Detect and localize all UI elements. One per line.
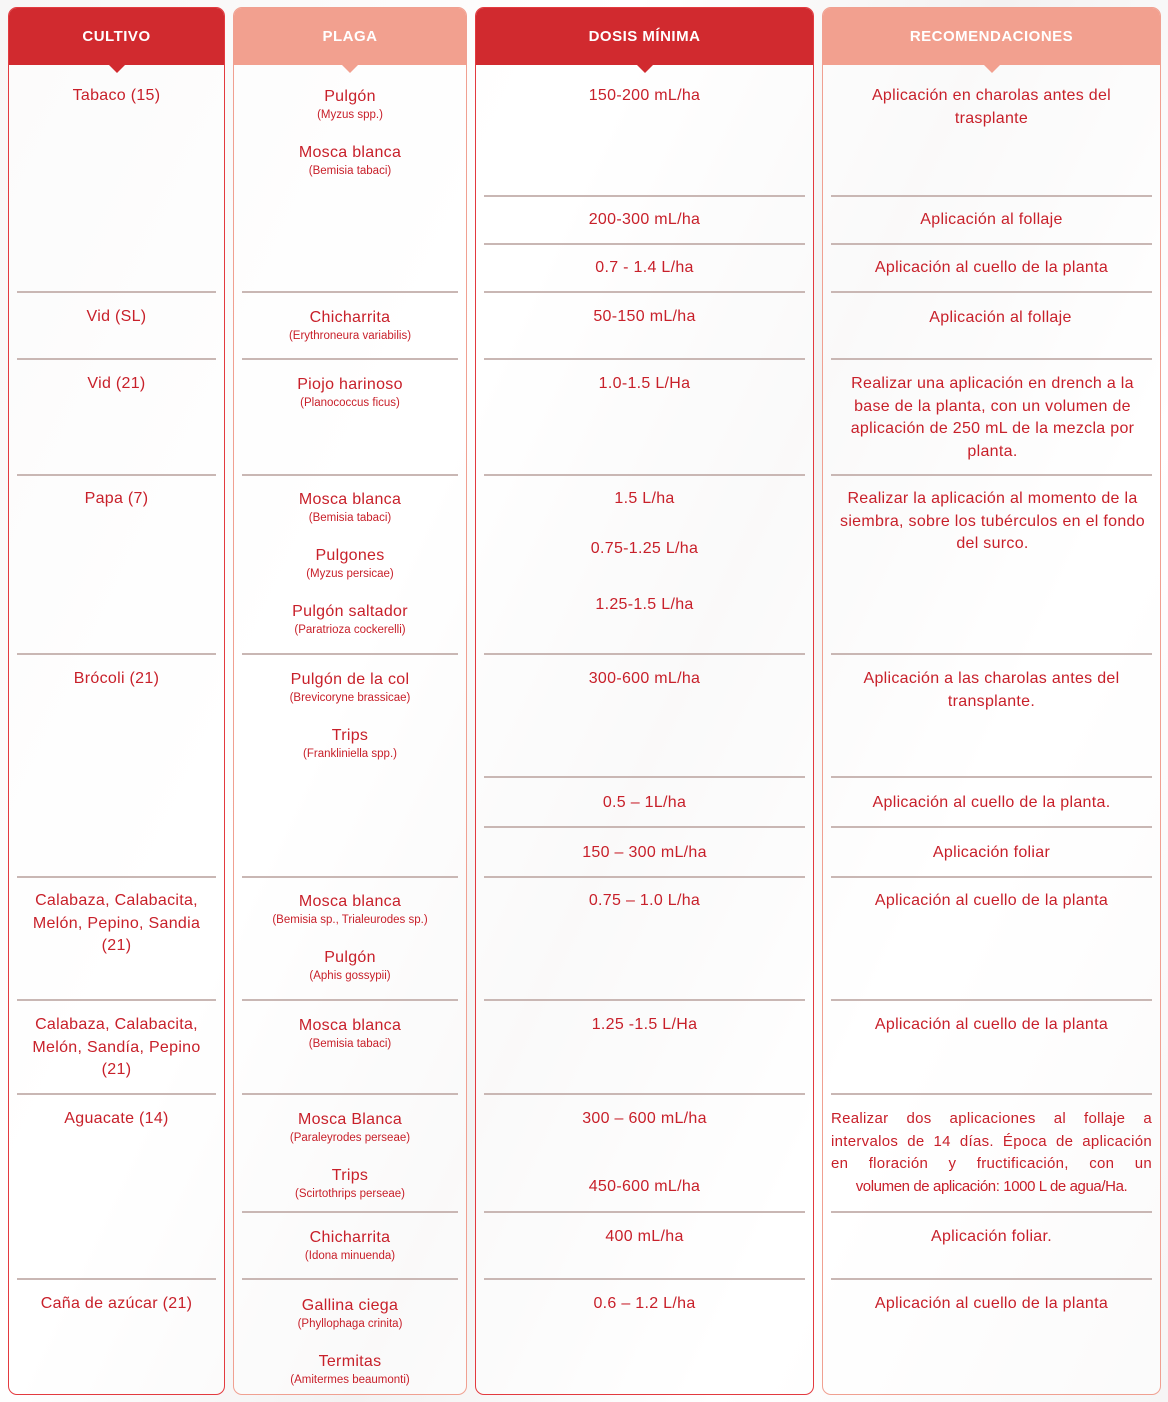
crop-cell: Vid (21) (87, 375, 146, 392)
row-divider (242, 653, 458, 655)
dose-cell: 0.75 – 1.0 L/ha (588, 892, 701, 909)
dose-cell: 1.25-1.5 L/ha (595, 596, 694, 613)
pest-name: Chicharrita (309, 309, 391, 326)
pest-entry (234, 546, 466, 582)
pest-scientific-name: (Scirtothrips perseae) (295, 1188, 405, 1200)
pest-entry (234, 1166, 466, 1202)
crop-cell: Papa (7) (84, 490, 149, 507)
dose-cell: 1.5 L/ha (614, 490, 675, 507)
pest-name: Mosca Blanca (297, 1111, 403, 1128)
pest-entry (234, 670, 466, 706)
recommendation-cell: Aplicación al cuello de la planta (874, 259, 1109, 276)
dose-cell: 50-150 mL/ha (593, 308, 696, 325)
column-plaga (233, 7, 467, 1395)
row-divider (831, 876, 1152, 878)
recommendation-cell: Aplicación a las charolas antes del transplante. (863, 670, 1120, 710)
row-divider (242, 1278, 458, 1280)
pest-name: Pulgón saltador (292, 603, 408, 620)
pest-scientific-name: (Idona minuenda) (304, 1250, 396, 1262)
row-divider (242, 876, 458, 878)
recommendation-cell: Aplicación foliar. (930, 1228, 1053, 1245)
column-recomendaciones (822, 7, 1161, 1395)
pest-name: Pulgón (324, 88, 376, 105)
recommendation-line: en floración y fructificación, con un (831, 1155, 1152, 1172)
dose-cell: 1.0-1.5 L/Ha (598, 375, 691, 392)
pest-entry (234, 948, 466, 984)
pest-name: Mosca blanca (298, 144, 402, 161)
pest-entry (234, 87, 466, 123)
dose-cell: 0.5 – 1L/ha (602, 794, 687, 811)
row-divider (242, 1093, 458, 1095)
row-divider (484, 653, 805, 655)
header-recomendaciones: RECOMENDACIONES (823, 8, 1160, 65)
column-cultivo (8, 7, 225, 1395)
row-divider (17, 358, 216, 360)
row-divider (242, 1211, 458, 1213)
header-plaga: PLAGA (234, 8, 466, 65)
pest-name: Pulgones (315, 547, 385, 564)
pest-name: Mosca blanca (298, 491, 402, 508)
recommendation-cell: Aplicación en charolas antes del trasplante (871, 87, 1112, 127)
header-notch (109, 65, 125, 73)
crop-cell: Vid (SL) (86, 308, 147, 325)
pest-scientific-name: (Phyllophaga crinita) (297, 1318, 403, 1330)
crop-cell: Calabaza, Calabacita, Melón, Sandía, Pepino (21) (32, 1016, 201, 1078)
crop-cell: Caña de azúcar (21) (40, 1295, 193, 1312)
pest-name: Pulgón (324, 949, 376, 966)
pest-name: Chicharrita (309, 1229, 391, 1246)
row-divider (484, 1093, 805, 1095)
row-divider (484, 999, 805, 1001)
pest-name: Gallina ciega (301, 1297, 399, 1314)
row-divider (831, 243, 1152, 245)
row-divider (17, 653, 216, 655)
recommendation-cell: Realizar la aplicación al momento de la siembra, sobre los tubérculos en el fondo del surco. (840, 490, 1145, 552)
pest-entry (234, 602, 466, 638)
dose-cell: 200-300 mL/ha (588, 211, 701, 228)
row-divider (831, 474, 1152, 476)
row-divider (484, 826, 805, 828)
row-divider (831, 776, 1152, 778)
row-divider (17, 474, 216, 476)
pest-entry (234, 308, 466, 344)
row-divider (831, 1093, 1152, 1095)
pest-scientific-name: (Planococcus ficus) (300, 397, 400, 409)
row-divider (831, 826, 1152, 828)
dose-cell: 1.25 -1.5 L/Ha (591, 1016, 698, 1033)
recommendation-cell: Realizar una aplicación en drench a la base de la planta, con un volumen de aplicación de 250 mL de la mezcla por planta. (850, 375, 1135, 460)
pest-scientific-name: (Bemisia tabaci) (308, 165, 392, 177)
row-divider (242, 291, 458, 293)
row-divider (17, 1278, 216, 1280)
recommendation-cell: Aplicación al follaje (929, 309, 1072, 326)
recommendation-line: Realizar dos aplicaciones al follaje a (831, 1110, 1152, 1127)
dose-cell: 400 mL/ha (605, 1228, 684, 1245)
header-notch (984, 65, 1000, 73)
pest-scientific-name: (Myzus persicae) (306, 568, 394, 580)
pest-scientific-name: (Brevicoryne brassicae) (289, 692, 411, 704)
recommendation-cell: Aplicación al follaje (920, 211, 1063, 228)
pest-name: Pulgón de la col (290, 671, 410, 688)
row-divider (831, 1278, 1152, 1280)
pest-entry (234, 1016, 466, 1052)
recommendation-cell: Aplicación al cuello de la planta (874, 1016, 1109, 1033)
dose-cell: 0.75-1.25 L/ha (590, 540, 699, 557)
pest-entry (234, 375, 466, 411)
pest-scientific-name: (Bemisia tabaci) (308, 1038, 392, 1050)
pest-entry (234, 490, 466, 526)
header-notch (342, 65, 358, 73)
recommendation-cell: Aplicación al cuello de la planta. (872, 794, 1111, 811)
pest-entry (234, 1352, 466, 1388)
pest-scientific-name: (Myzus spp.) (317, 109, 383, 121)
pest-entry (234, 143, 466, 179)
dose-cell: 0.6 – 1.2 L/ha (593, 1295, 696, 1312)
pest-scientific-name: (Bemisia sp., Trialeurodes sp.) (272, 914, 428, 926)
pest-name: Piojo harinoso (297, 376, 403, 393)
pest-entry (234, 1228, 466, 1264)
row-divider (831, 358, 1152, 360)
recommendation-cell: Aplicación al cuello de la planta (874, 892, 1109, 909)
dose-cell: 300 – 600 mL/ha (582, 1110, 707, 1127)
dose-cell: 150-200 mL/ha (588, 87, 701, 104)
pest-scientific-name: (Aphis gossypii) (309, 970, 391, 982)
row-divider (831, 1211, 1152, 1213)
pest-scientific-name: (Paraleyrodes perseae) (289, 1132, 411, 1144)
dose-cell: 450-600 mL/ha (588, 1178, 701, 1195)
pest-name: Termitas (318, 1353, 382, 1370)
pest-entry (234, 726, 466, 762)
pest-scientific-name: (Frankliniella spp.) (303, 748, 397, 760)
pest-scientific-name: (Paratrioza cockerelli) (294, 624, 406, 636)
dose-cell: 150 – 300 mL/ha (582, 844, 707, 861)
row-divider (242, 474, 458, 476)
row-divider (484, 776, 805, 778)
pest-entry (234, 1296, 466, 1332)
row-divider (17, 999, 216, 1001)
row-divider (831, 291, 1152, 293)
pest-entry (234, 892, 466, 928)
row-divider (484, 243, 805, 245)
dose-cell: 300-600 mL/ha (588, 670, 701, 687)
row-divider (242, 999, 458, 1001)
crop-cell: Brócoli (21) (73, 670, 160, 687)
row-divider (484, 474, 805, 476)
header-dosis: DOSIS MÍNIMA (476, 8, 813, 65)
row-divider (17, 1093, 216, 1095)
pest-scientific-name: (Erythroneura variabilis) (288, 330, 412, 342)
row-divider (484, 876, 805, 878)
column-dosis (475, 7, 814, 1395)
recommendation-line: intervalos de 14 días. Época de aplicación (831, 1132, 1152, 1150)
row-divider (831, 195, 1152, 197)
recommendation-cell (831, 1108, 1152, 1198)
row-divider (17, 876, 216, 878)
header-cultivo: CULTIVO (9, 8, 224, 65)
crop-cell: Aguacate (14) (64, 1110, 169, 1127)
pest-entry (234, 1110, 466, 1146)
row-divider (242, 358, 458, 360)
crop-cell: Calabaza, Calabacita, Melón, Pepino, Sandia (21) (32, 892, 201, 954)
dose-cell: 0.7 - 1.4 L/ha (595, 259, 694, 276)
recommendation-cell: Aplicación foliar (932, 844, 1051, 861)
row-divider (484, 195, 805, 197)
row-divider (484, 1211, 805, 1213)
row-divider (484, 1278, 805, 1280)
row-divider (484, 291, 805, 293)
recommendation-line: volumen de aplicación: 1000 L de agua/Ha. (855, 1177, 1128, 1195)
row-divider (484, 358, 805, 360)
row-divider (831, 653, 1152, 655)
pest-name: Mosca blanca (298, 1017, 402, 1034)
header-notch (637, 65, 653, 73)
row-divider (17, 291, 216, 293)
pest-name: Trips (331, 727, 369, 744)
row-divider (831, 999, 1152, 1001)
pest-scientific-name: (Bemisia tabaci) (308, 512, 392, 524)
pest-name: Mosca blanca (298, 893, 402, 910)
crop-cell: Tabaco (15) (72, 87, 161, 104)
recommendation-cell: Aplicación al cuello de la planta (874, 1295, 1109, 1312)
pest-scientific-name: (Amitermes beaumonti) (290, 1374, 410, 1386)
pest-name: Trips (331, 1167, 369, 1184)
